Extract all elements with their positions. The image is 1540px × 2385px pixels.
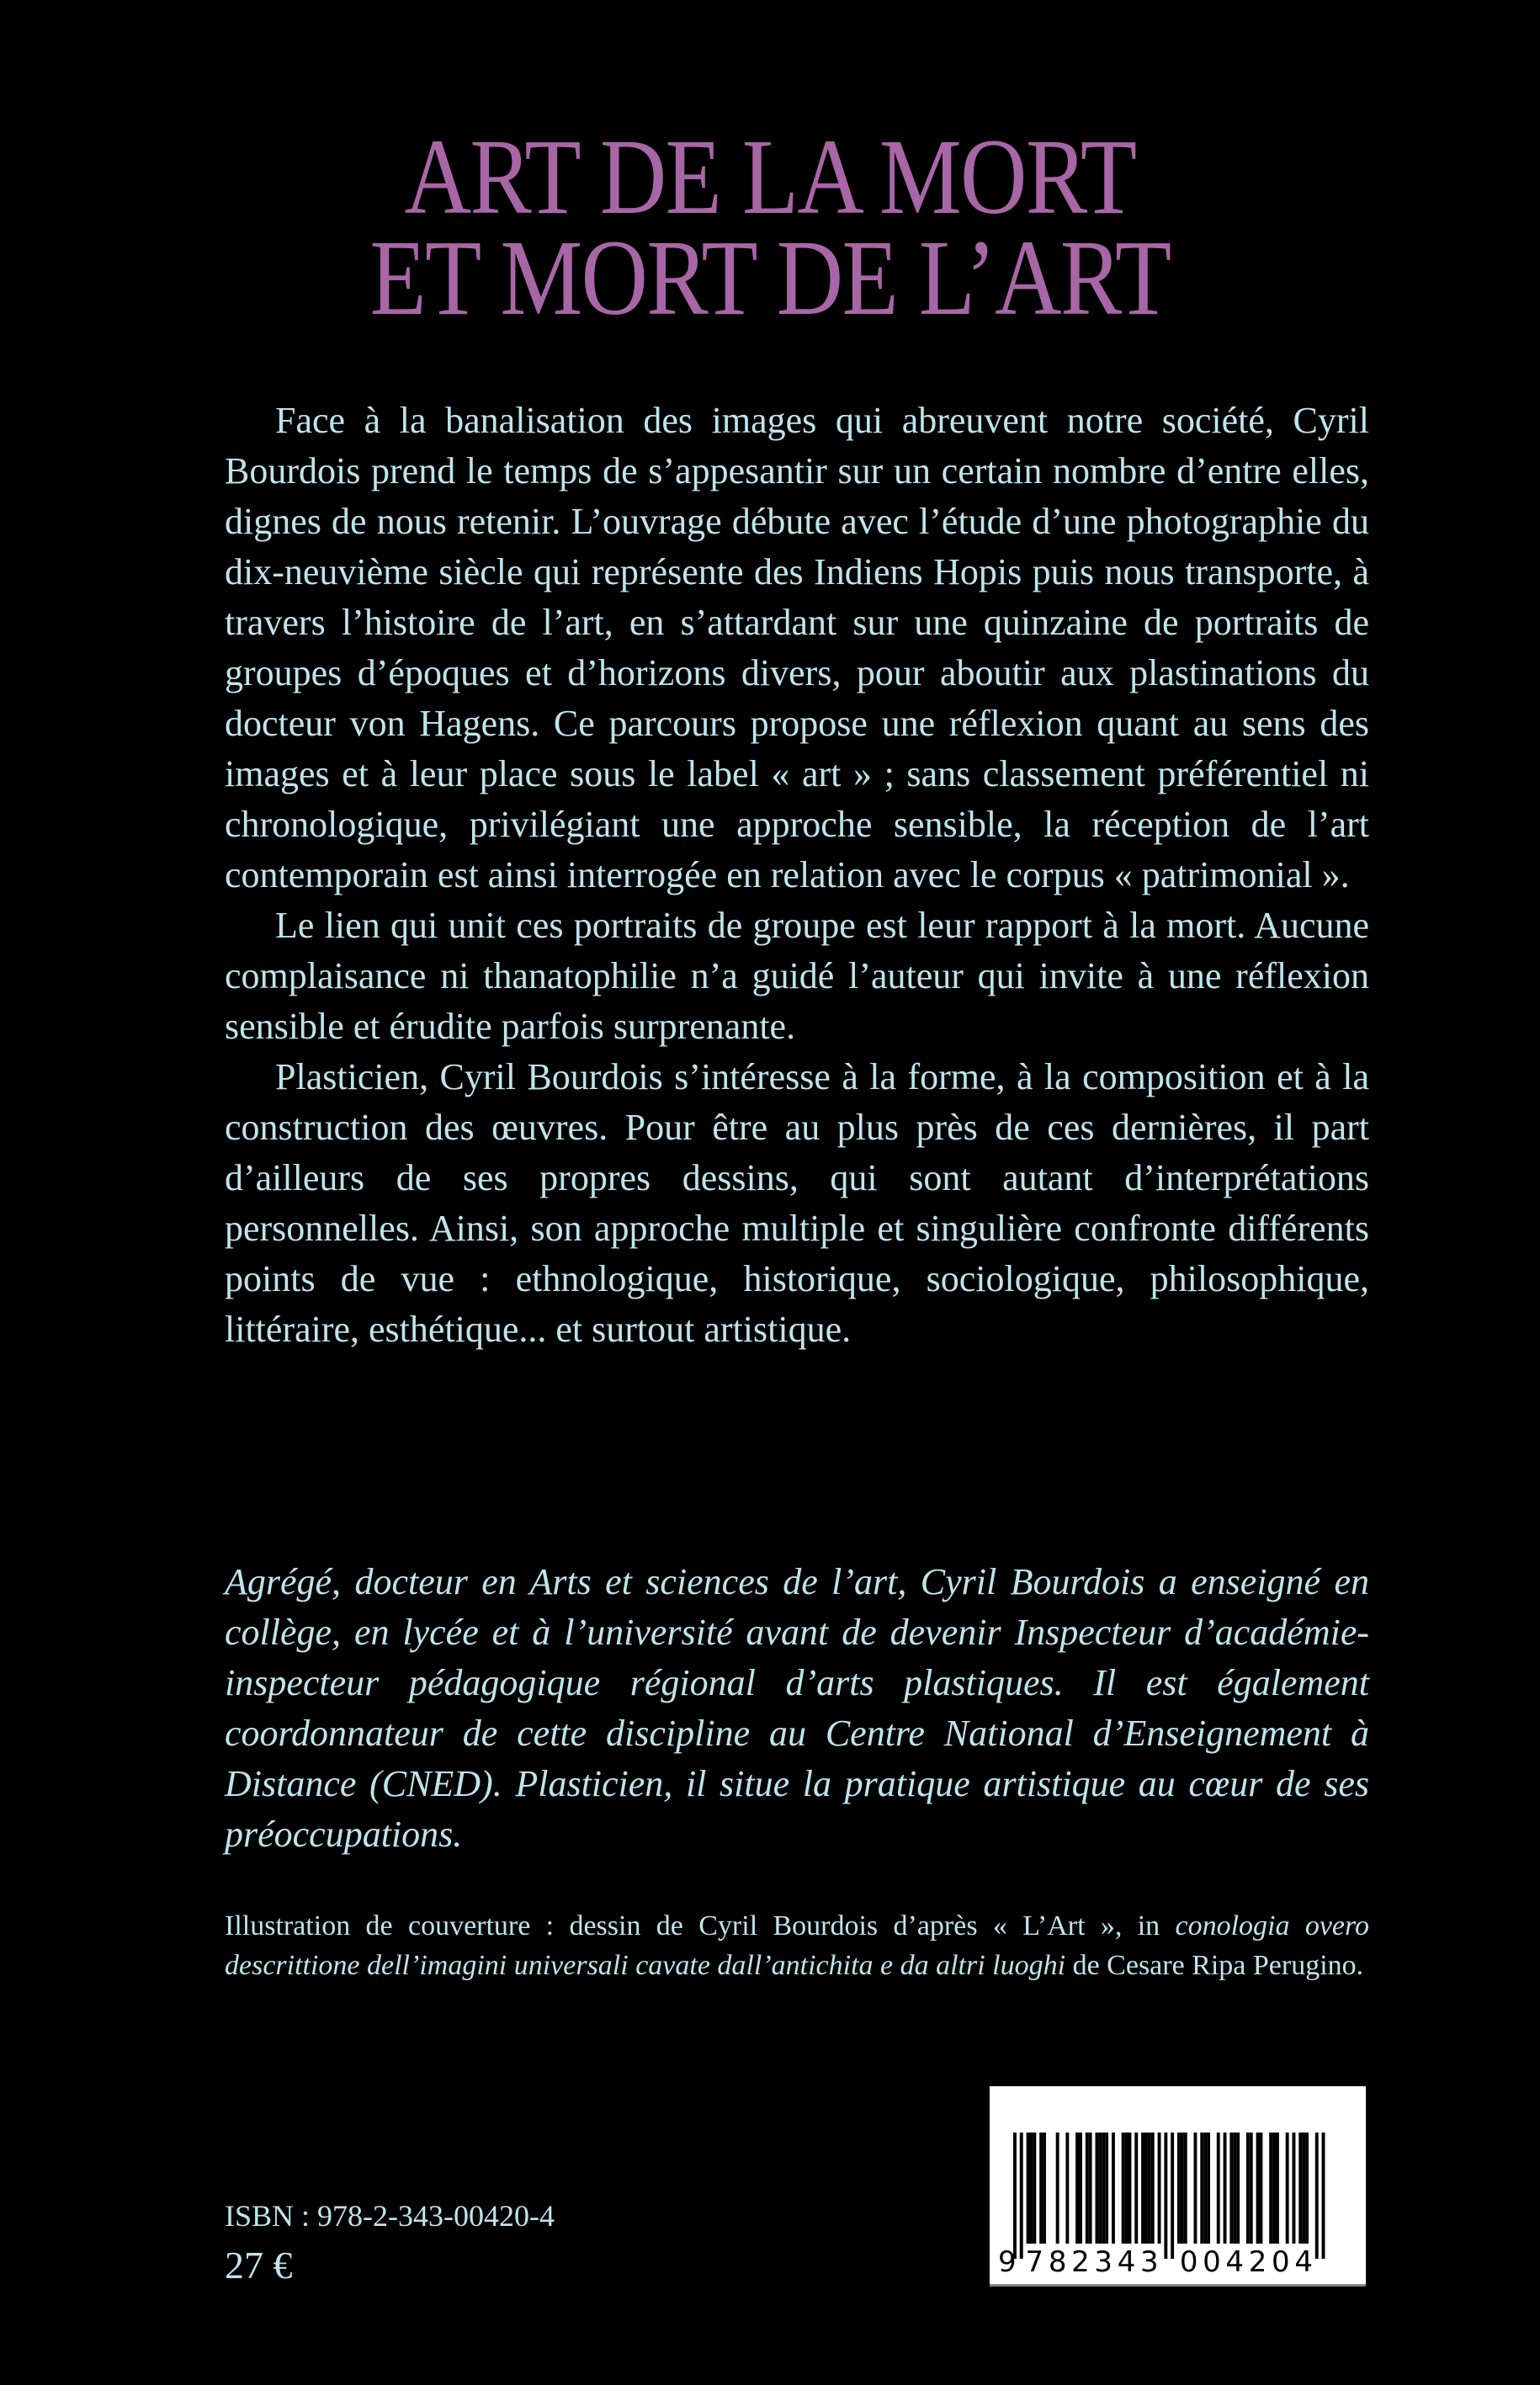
barcode-bar	[1315, 2133, 1319, 2259]
barcode-digit: 4	[1225, 2245, 1245, 2279]
barcode-digit: 0	[1203, 2245, 1221, 2279]
barcode-bar	[1112, 2133, 1115, 2244]
barcode-bar	[1276, 2133, 1279, 2244]
barcode-bar	[1089, 2133, 1092, 2244]
barcode-bar	[1207, 2133, 1210, 2244]
barcode-bar	[1200, 2133, 1203, 2244]
author-bio: Agrégé, docteur en Arts et sciences de l’art, Cyril Bourdois a enseigné en collège, en lycée et à l’université avant de devenir Inspecteur d’académie-inspecteur pédagogique régional d’arts plastiques. Il est également coordonnateur de cette discipline au Centre National d’Enseignement à Distance (CNED). Plasticien, il situe la pratique artistique au cœur de ses préoccupations.	[225, 1561, 1369, 1855]
barcode-bar	[1027, 2133, 1030, 2244]
barcode-digit: 3	[1094, 2245, 1113, 2279]
barcode-bar	[1039, 2133, 1043, 2244]
barcode-bar	[1171, 2133, 1174, 2259]
barcode-bar	[1177, 2133, 1181, 2244]
summary-paragraph: Plasticien, Cyril Bourdois s’intéresse à la forme, à la composition et à la construction des œuvres. Pour être au plus près de ces dernières, il part d’ailleurs de ses propres dessins, qui sont autant d’interprétations personnelles. Ainsi, son approche multiple et singulière confronte différents points de vue : ethnologique, historique, sociologique, philosophique, littéraire, esthétique... et surtout artistique.	[225, 1056, 1369, 1350]
barcode-digit: 4	[1294, 2245, 1313, 2279]
barcode-bar	[1075, 2133, 1079, 2244]
barcode-graphic	[990, 2086, 1366, 2284]
summary	[225, 396, 1369, 1355]
barcode-bar	[1293, 2133, 1296, 2244]
barcode	[990, 2086, 1366, 2287]
barcode-digit: 2	[1248, 2245, 1267, 2279]
barcode-bar	[1125, 2133, 1128, 2244]
barcode-digit: 4	[1117, 2245, 1136, 2279]
barcode-bar	[1272, 2133, 1276, 2244]
barcode-bar	[1148, 2133, 1151, 2244]
barcode-bar	[1194, 2133, 1197, 2244]
barcode-bar	[1229, 2133, 1233, 2244]
barcode-bar	[1151, 2133, 1155, 2244]
isbn: ISBN : 978-2-343-00420-4	[225, 2199, 555, 2233]
barcode-bar	[1217, 2133, 1220, 2244]
barcode-bar	[1144, 2133, 1148, 2244]
barcode-bar	[1102, 2133, 1105, 2244]
barcode-bar	[1158, 2133, 1161, 2244]
credit-prefix: Illustration de couverture : dessin de Cyril Bourdois d’après « L’Art », in	[225, 1910, 1176, 1941]
barcode-bar	[1141, 2133, 1144, 2244]
barcode-bar	[1043, 2133, 1046, 2244]
barcode-bar	[1122, 2133, 1125, 2244]
barcode-digit: 8	[1048, 2245, 1067, 2279]
barcode-bar	[1302, 2133, 1305, 2244]
barcode-bar	[1079, 2133, 1082, 2244]
barcode-bar	[1020, 2133, 1023, 2259]
barcode-bar	[1033, 2133, 1036, 2244]
barcode-bar	[1286, 2133, 1289, 2244]
summary-paragraph: Le lien qui unit ces portraits de groupe est leur rapport à la mort. Aucune complaisance ni thanatophilie n’a guidé l’auteur qui invite à une réflexion sensible et érudite parfois surprenante.	[225, 905, 1369, 1047]
barcode-bar	[1105, 2133, 1108, 2244]
summary-paragraph: Face à la banalisation des images qui abreuvent notre société, Cyril Bourdois prend le temps de s’appesantir sur un certain nombre d’entre elles, dignes de nous retenir. L’ouvrage débute avec l’étude d’une photographie du dix-neuvième siècle qui représente des Indiens Hopis puis nous transporte, à travers l’histoire de l’art, en s’attardant sur une quinzaine de portraits de groupes d’époques et d’horizons divers, pour aboutir aux plastinations du docteur von Hagens. Ce parcours propose une réflexion quant au sens des images et à leur place sous le label « art » ; sans classement préférentiel ni chronologique, privilégiant une approche sensible, la réception de l’art contemporain est ainsi interrogée en relation avec le corpus « patrimonial ».	[225, 400, 1369, 895]
barcode-bar	[1260, 2133, 1263, 2244]
barcode-bar	[1305, 2133, 1309, 2244]
title-line-2: ET MORT DE L’ART	[369, 218, 1171, 337]
barcode-bar	[1098, 2133, 1102, 2244]
barcode-digit: 0	[1272, 2245, 1290, 2279]
barcode-bar	[1096, 2133, 1099, 2244]
barcode-bar	[1065, 2133, 1069, 2244]
barcode-bar	[1056, 2133, 1059, 2244]
barcode-bar	[1256, 2133, 1260, 2244]
barcode-digit: 9	[998, 2245, 1017, 2279]
barcode-bar	[1250, 2133, 1253, 2244]
barcode-bar	[1134, 2133, 1138, 2244]
barcode-bar	[1269, 2133, 1272, 2244]
credit-work-title: conologia overo descrittione dell’imagini universali cavate dall’antichita e da altri luoghi	[225, 1910, 1369, 1981]
barcode-bar	[1298, 2133, 1302, 2244]
barcode-bar	[1030, 2133, 1033, 2244]
book-title	[108, 117, 1432, 337]
barcode-bar	[1322, 2133, 1325, 2259]
barcode-digit: 3	[1140, 2245, 1159, 2279]
barcode-bar	[1164, 2133, 1167, 2259]
barcode-digit: 0	[1179, 2245, 1198, 2279]
barcode-bar	[1233, 2133, 1236, 2244]
credit-suffix: de Cesare Ripa Perugino.	[1065, 1950, 1364, 1981]
title-line-1: ART DE LA MORT	[404, 117, 1136, 236]
barcode-bar	[1184, 2133, 1187, 2244]
price: 27 €	[225, 2244, 293, 2287]
barcode-digit: 2	[1071, 2245, 1090, 2279]
barcode-bar	[1181, 2133, 1184, 2244]
barcode-bar	[1224, 2133, 1227, 2244]
barcode-bar	[1086, 2133, 1089, 2244]
barcode-digit: 7	[1025, 2245, 1044, 2279]
barcode-bar	[1013, 2133, 1017, 2259]
illustration-credit	[225, 1906, 1369, 1985]
barcode-bar	[1128, 2133, 1132, 2244]
barcode-bar	[1203, 2133, 1207, 2244]
barcode-bar	[1236, 2133, 1240, 2244]
barcode-bar	[1246, 2133, 1250, 2244]
